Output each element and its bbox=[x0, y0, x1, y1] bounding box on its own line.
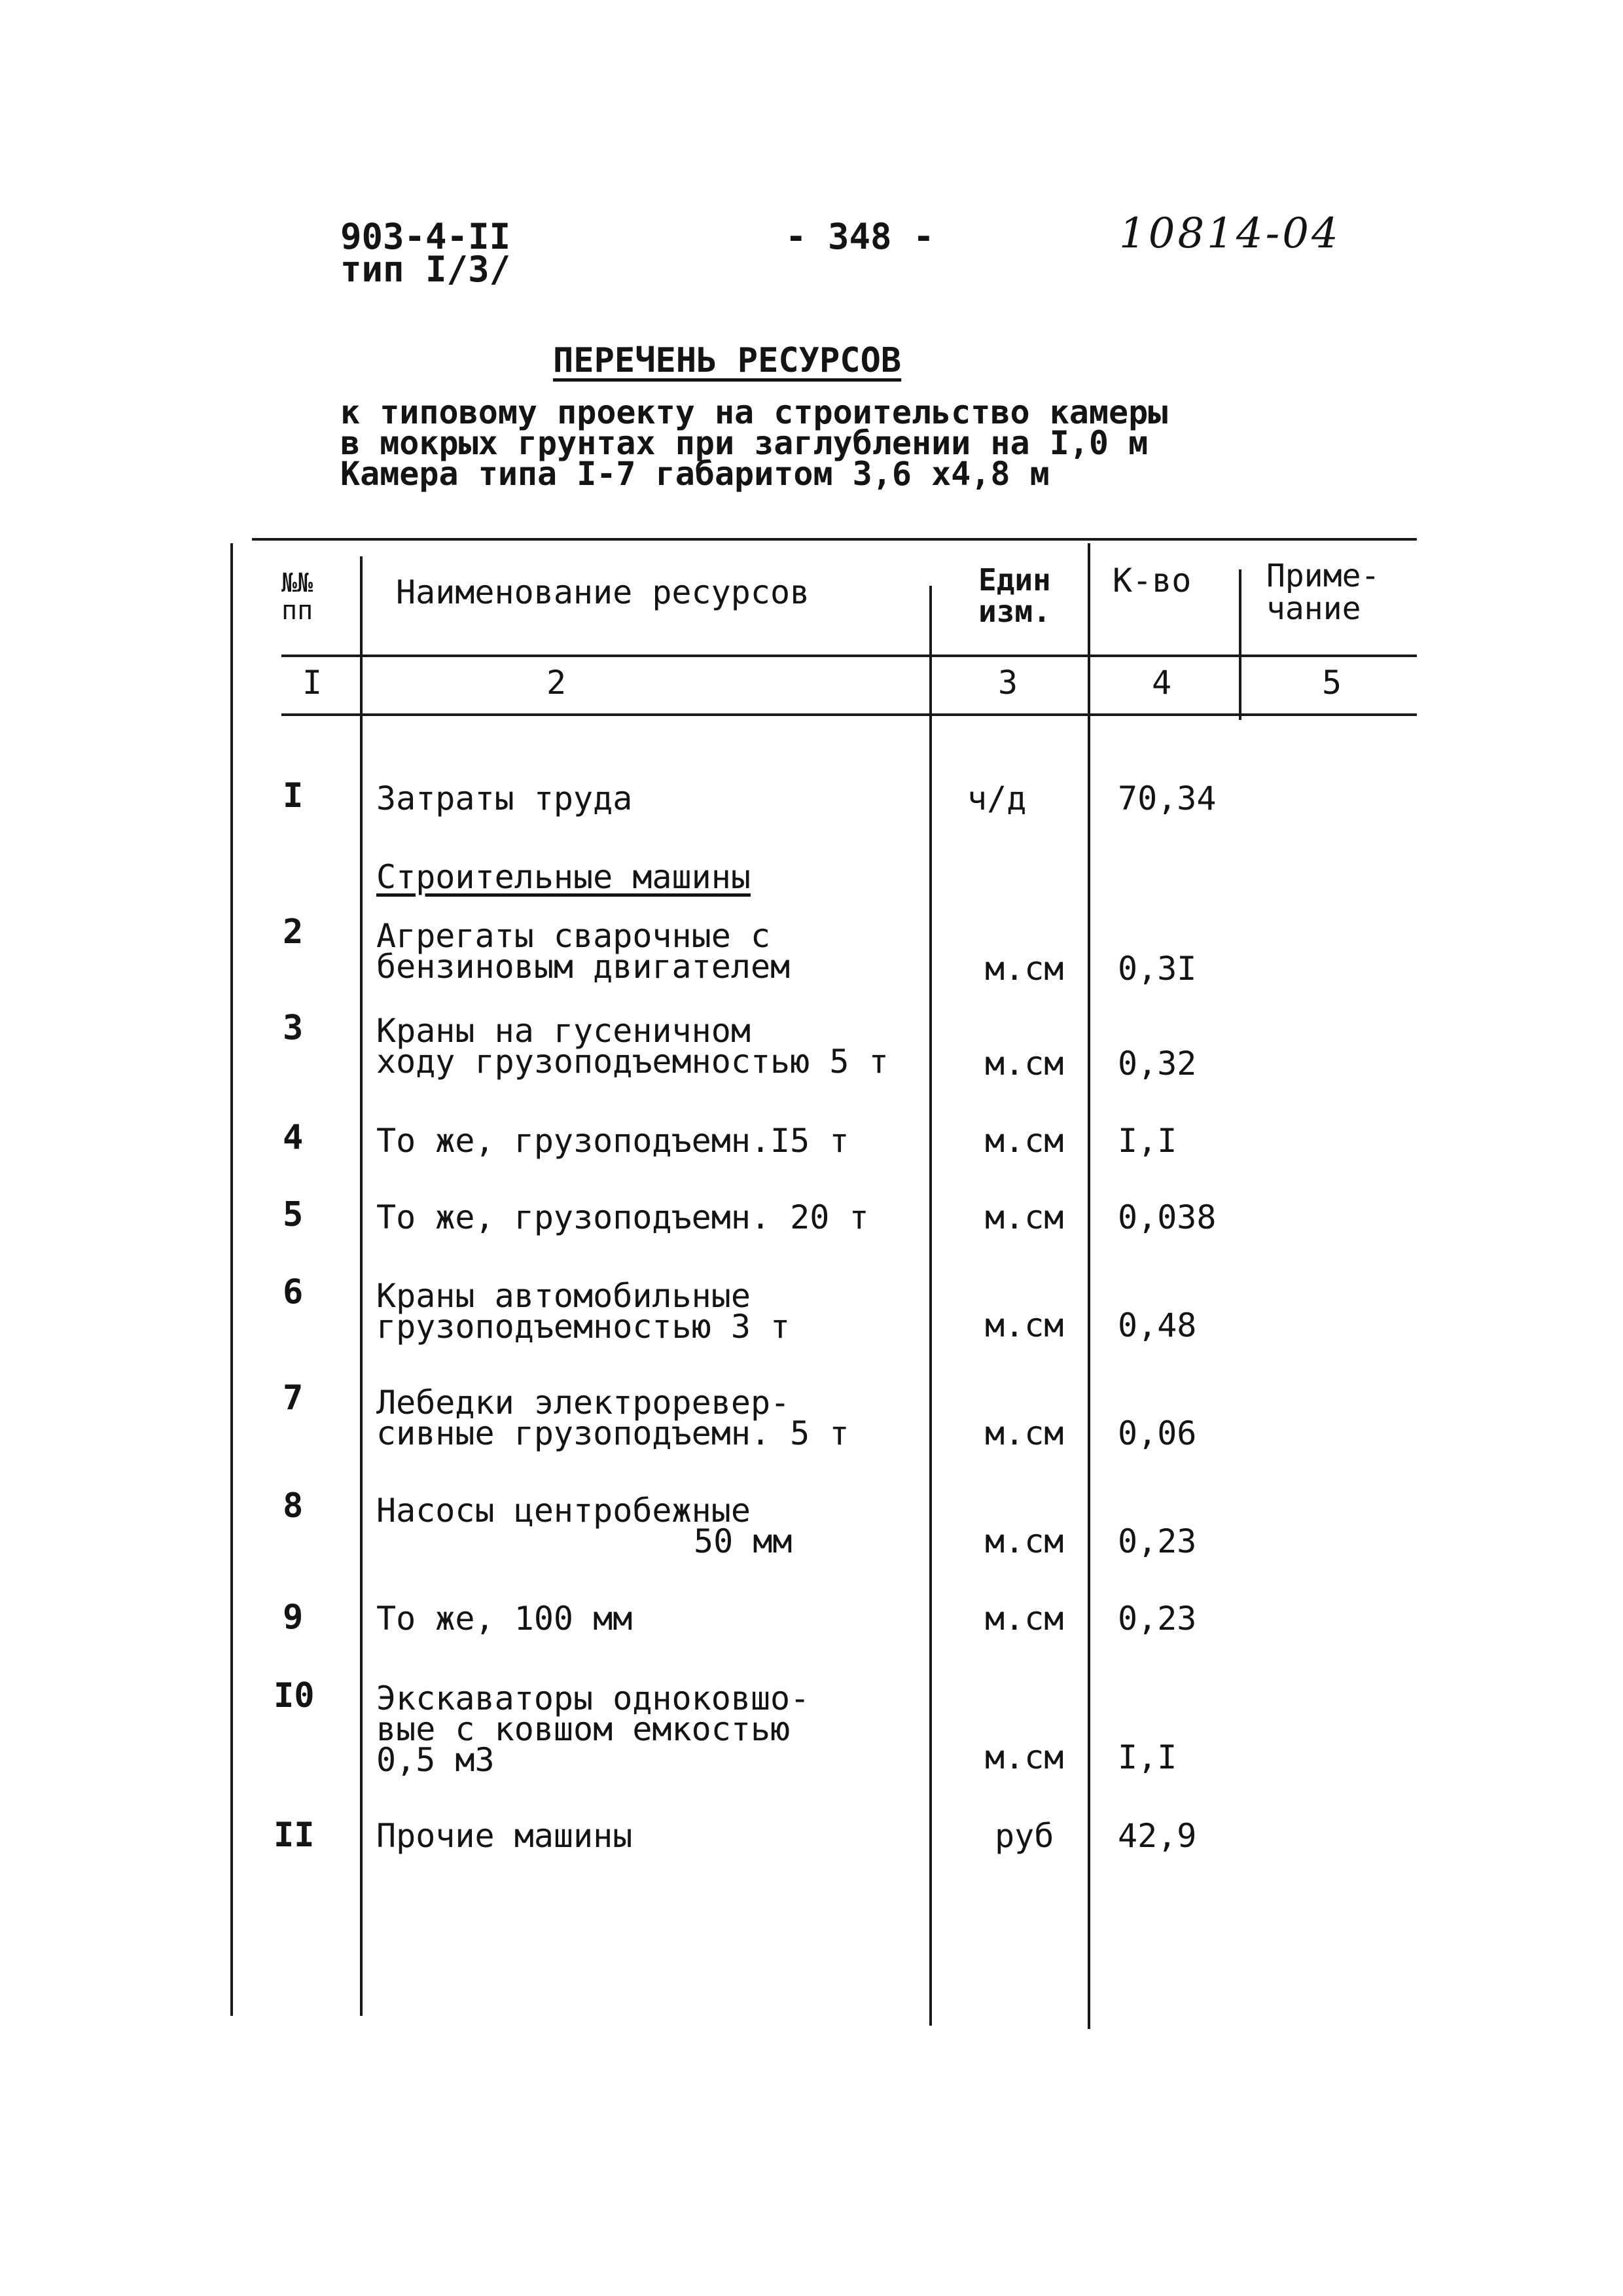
header-unit: Един изм. bbox=[978, 562, 1051, 630]
row-6-qty: 0,48 bbox=[1118, 1306, 1197, 1344]
header-qty: К-во bbox=[1113, 562, 1192, 600]
row-10-name-1: Экскаваторы одноковшо- bbox=[376, 1679, 810, 1717]
left-border bbox=[230, 543, 233, 2016]
header-no: №№ пп bbox=[281, 568, 313, 626]
row-2-qty: 0,3I bbox=[1118, 950, 1197, 988]
row-6-no: 6 bbox=[283, 1272, 304, 1312]
row-1-name: Затраты труда bbox=[376, 780, 633, 817]
row-8-no: 8 bbox=[283, 1486, 304, 1526]
col-divider-2 bbox=[929, 586, 932, 2026]
subtitle-line-3: Камера типа I-7 габаритом 3,6 х4,8 м bbox=[340, 455, 1050, 493]
colnum-4: 4 bbox=[1152, 664, 1172, 702]
row-11-no: II bbox=[274, 1816, 315, 1855]
row-3-qty: 0,32 bbox=[1118, 1045, 1197, 1083]
row-3-unit: м.см bbox=[985, 1045, 1064, 1083]
row-2-unit: м.см bbox=[985, 950, 1064, 988]
row-9-name: То же, 100 мм bbox=[376, 1600, 633, 1638]
row-4-name: То же, грузоподъемн.I5 т bbox=[376, 1122, 849, 1160]
col-divider-1 bbox=[360, 556, 363, 2016]
subtitle-line-2: в мокрых грунтах при заглублении на I,0 м bbox=[340, 424, 1149, 462]
colnum-3: 3 bbox=[998, 664, 1018, 702]
row-9-no: 9 bbox=[283, 1598, 304, 1637]
subtitle-line-1: к типовому проекту на строительство камеры bbox=[340, 393, 1168, 431]
page-number: - 348 - bbox=[785, 216, 935, 257]
row-6-name-2: грузоподъемностью 3 т bbox=[376, 1308, 791, 1346]
row-3-name-2: ходу грузоподъемностью 5 т bbox=[376, 1043, 889, 1081]
row-7-name-1: Лебедки электроревер- bbox=[376, 1384, 791, 1422]
row-10-unit: м.см bbox=[985, 1738, 1064, 1776]
row-11-qty: 42,9 bbox=[1118, 1817, 1197, 1855]
row-9-qty: 0,23 bbox=[1118, 1600, 1197, 1638]
row-2-name-2: бензиновым двигателем bbox=[376, 948, 791, 986]
row-9-unit: м.см bbox=[985, 1600, 1064, 1638]
row-10-name-2: вые с ковшом емкостью bbox=[376, 1710, 791, 1748]
col-divider-3 bbox=[1088, 543, 1090, 2029]
row-3-name-1: Краны на гусеничном bbox=[376, 1012, 751, 1050]
row-7-no: 7 bbox=[283, 1378, 304, 1418]
row-7-name-2: сивные грузоподъемн. 5 т bbox=[376, 1414, 849, 1452]
row-1-qty: 70,34 bbox=[1118, 780, 1217, 817]
row-7-unit: м.см bbox=[985, 1414, 1064, 1452]
row-10-no: I0 bbox=[274, 1676, 315, 1715]
colnum-bottom-border bbox=[281, 713, 1417, 716]
row-6-name-1: Краны автомобильные bbox=[376, 1277, 751, 1315]
row-6-unit: м.см bbox=[985, 1306, 1064, 1344]
document-code: 903-4-II bbox=[340, 216, 511, 257]
document-type: тип I/3/ bbox=[340, 249, 511, 290]
row-4-qty: I,I bbox=[1118, 1122, 1177, 1160]
col-divider-4 bbox=[1239, 569, 1241, 720]
row-5-qty: 0,038 bbox=[1118, 1198, 1217, 1236]
row-8-name-2: 50 мм bbox=[694, 1522, 793, 1560]
header-name: Наименование ресурсов bbox=[396, 573, 810, 611]
colnum-1: I bbox=[302, 664, 323, 702]
row-11-unit: руб bbox=[995, 1817, 1054, 1855]
row-11-name: Прочие машины bbox=[376, 1817, 633, 1855]
header-note: Приме- чание bbox=[1266, 558, 1380, 628]
row-8-qty: 0,23 bbox=[1118, 1522, 1197, 1560]
row-2-name-1: Агрегаты сварочные с bbox=[376, 917, 771, 955]
row-5-name: То же, грузоподъемн. 20 т bbox=[376, 1198, 869, 1236]
row-8-unit: м.см bbox=[985, 1522, 1064, 1560]
section-heading: Строительные машины bbox=[376, 858, 751, 896]
row-4-unit: м.см bbox=[985, 1122, 1064, 1160]
page-title: ПЕРЕЧЕНЬ РЕСУРСОВ bbox=[553, 341, 902, 380]
row-1-unit: ч/д bbox=[967, 780, 1027, 817]
row-2-no: 2 bbox=[283, 912, 304, 952]
row-4-no: 4 bbox=[283, 1118, 304, 1157]
row-10-qty: I,I bbox=[1118, 1738, 1177, 1776]
row-8-name-1: Насосы центробежные bbox=[376, 1492, 751, 1530]
table-top-border bbox=[252, 538, 1417, 541]
row-7-qty: 0,06 bbox=[1118, 1414, 1197, 1452]
header-bottom-border bbox=[281, 655, 1417, 657]
row-5-no: 5 bbox=[283, 1195, 304, 1234]
inventory-number: 10814-04 bbox=[1119, 209, 1341, 258]
colnum-2: 2 bbox=[546, 664, 567, 702]
colnum-5: 5 bbox=[1322, 664, 1342, 702]
row-3-no: 3 bbox=[283, 1009, 304, 1048]
row-10-name-3: 0,5 м3 bbox=[376, 1741, 495, 1779]
row-1-no: I bbox=[283, 776, 304, 816]
row-5-unit: м.см bbox=[985, 1198, 1064, 1236]
